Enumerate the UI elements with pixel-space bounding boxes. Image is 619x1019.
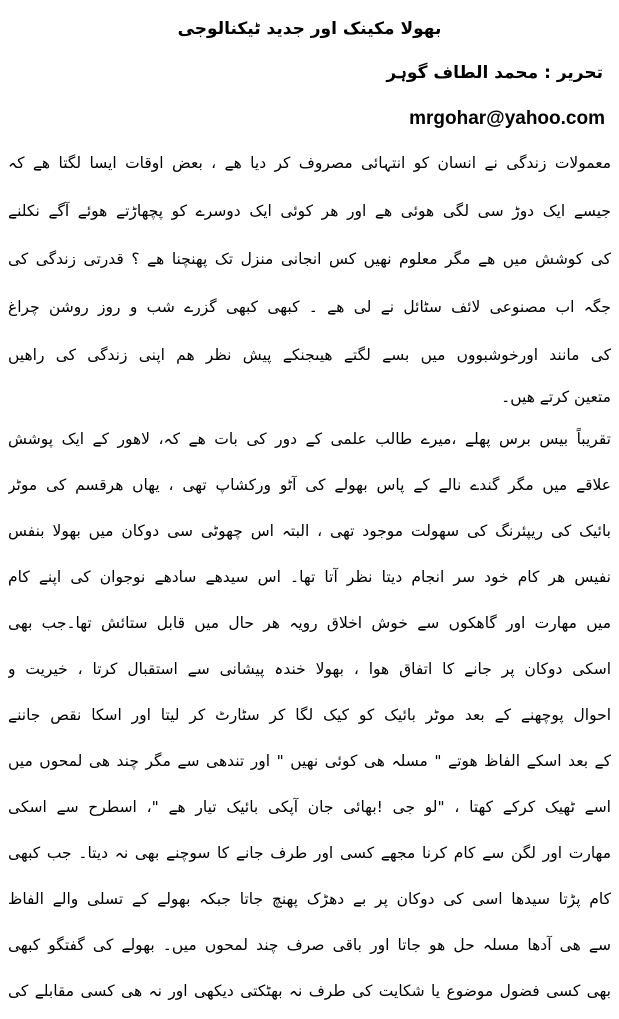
text-line: اسے ٹھیک کرکے کھتا ، "لو جی !بھائی جان آپکی بائیک تیار ھے "، اسطرح سے اسکی xyxy=(8,798,611,816)
text-line: متعین کرتے ھیں۔ xyxy=(501,388,611,406)
text-line: بھی کسی فضول موضوع یا شکایت کی طرف نہ بھٹکتی دیکھی اور نہ ھی کسی مقابلے کی xyxy=(8,982,611,1000)
text-line: احوال پوچھنے کے بعد موٹر بائیک کو کیک لگا کر سٹارٹ کر لیتا اور اسکا نقص جاننے xyxy=(8,706,611,724)
text-line: جیسے ایک دوڑ سی لگی ھوئی ھے اور ھر کوئی ایک دوسرے کو پچھاڑتے ھوئے آگے نکلنے xyxy=(8,202,611,220)
text-line: جگہ اب مصنوعی لائف سٹائل نے لی ھے ۔ کبھی کبھی گزرے شب و روز روشن چراغ xyxy=(8,298,611,316)
text-line: تقریباً بیس برس پھلے ،میرے طالب علمی کے دور کی بات ھے کہ، لاھور کے ایک پوشش xyxy=(8,430,611,448)
text-line: مھارت اور لگن سے کام کرنا مجھے کسی اور طرف جانے کا سوچنے بھی نہ دیتا۔ جب کبھی xyxy=(8,844,611,862)
author-line: تحریر : محمد الطاف گوہر xyxy=(386,63,603,83)
text-line: علاقے میں مگر گندے نالے کے پاس بھولے کی آٹو ورکشاپ تھی ، یھاں ھرقسم کی موٹر xyxy=(8,476,611,494)
text-line: نفیس ھر کام خود سر انجام دیتا نظر آتا تھا۔ اس سیدھے سادھے نوجوان کی اپنے کام xyxy=(8,568,611,586)
article-title: بھولا مکینک اور جدید ٹیکنالوجی xyxy=(177,19,442,39)
text-line: کی مانند اورخوشبووں میں بسے لگتے ھیںجنکے پیش نظر ھم اپنی زندگی کی راھیں xyxy=(8,346,611,364)
text-line: اسکی دوکان پر جانے کا اتفاق ھوا ، بھولا خندہ پیشانی سے استقبال کرتا ، خیریت و xyxy=(8,660,611,678)
author-email: mrgohar@yahoo.com xyxy=(409,108,605,129)
text-line: سے ھی آدھا مسلہ حل ھو جاتا اور باقی صرف چند لمحوں میں۔ بھولے کی گفتگو کبھی xyxy=(8,936,611,954)
text-line: کام پڑتا سیدھا اسی کی دوکان پر بے دھڑک پھنچ جاتا جبکہ بھولے کے تسلی والے الفاظ xyxy=(8,890,611,908)
text-line: کی کوشش میں ھے مگر معلوم نھیں کس انجانی منزل تک پھنچنا ھے ؟ قدرتی زندگی کی xyxy=(8,250,611,268)
text-line: کے بعد اسکے الفاظ ھوتے " مسلہ ھی کوئی نھیں " اور تندھی سے مگر چند ھی لمحوں میں xyxy=(8,752,611,770)
text-line: بائیک کی ریپئرنگ کی سھولت موجود تھی ، البتہ اس چھوٹی سی دوکان میں بھولا بنفس xyxy=(8,522,611,540)
text-line: معمولات زندگی نے انسان کو انتہائی مصروف کر دیا ھے ، بعض اوقات ایسا لگتا ھے کہ xyxy=(8,154,611,172)
text-line: میں مھارت اور گاھکوں سے خوش اخلاق رویہ ھر حال میں قابل ستائش تھا۔جب بھی xyxy=(8,614,611,632)
